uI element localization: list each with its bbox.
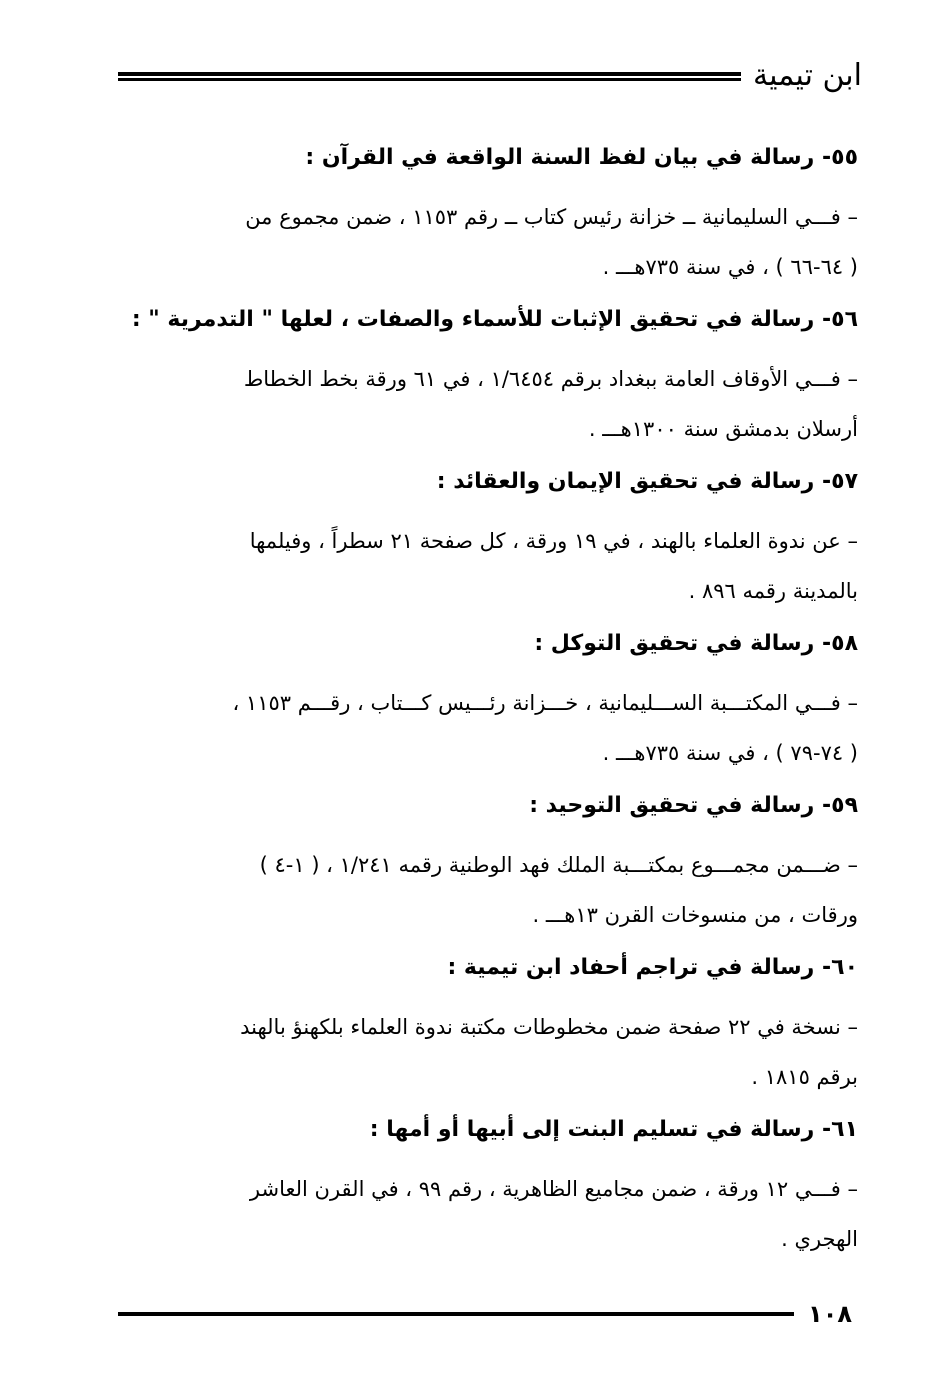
entry-description-line: – فـــي ١٢ ورقة ، ضمن مجاميع الظاهرية ، رقم ٩٩ ، في القرن العاشر: [249, 1177, 858, 1201]
entry-description: [118, 1002, 858, 1102]
header-rule: [118, 72, 741, 81]
entry-56: [118, 300, 858, 454]
entry-description-line: – عن ندوة العلماء بالهند ، في ١٩ ورقة ، كل صفحة ٢١ سطراً ، وفيلمها: [249, 529, 858, 553]
entry-description-line: ورقات ، من منسوخات القرن ١٣هـــ .: [532, 903, 858, 927]
entry-57: [118, 462, 858, 616]
entry-title: ٦١- رسالة في تسليم البنت إلى أبيها أو أمها :: [369, 1117, 858, 1142]
entry-61: [118, 1110, 858, 1264]
entry-description-line: – فـــي السليمانية ــ خزانة رئيس كتاب ــ رقم ١١٥٣ ، ضمن مجموع من: [245, 205, 858, 229]
entry-55: [118, 138, 858, 292]
entry-description-line: أرسلان بدمشق سنة ١٣٠٠هـــ .: [588, 417, 858, 441]
entry-description-line: الهجري .: [781, 1227, 858, 1251]
entry-title: ٥٧- رسالة في تحقيق الإيمان والعقائد :: [436, 469, 858, 494]
page-footer: [118, 1294, 852, 1334]
entry-description: [118, 840, 858, 940]
entry-title: ٥٥- رسالة في بيان لفظ السنة الواقعة في القرآن :: [305, 145, 858, 170]
entry-title: ٥٩- رسالة في تحقيق التوحيد :: [529, 793, 858, 818]
entry-58: [118, 624, 858, 778]
entry-description-line: – فـــي المكتـــبة الســـليمانية ، خـــزانة رئـــيس كـــتاب ، رقـــم ١١٥٣ ،: [232, 691, 858, 715]
entry-description: [118, 516, 858, 616]
entry-description-line: بالمدينة رقمه ٨٩٦ .: [688, 579, 858, 603]
page-content: [118, 138, 858, 1272]
entry-description-line: ( ٧٤-٧٩ ) ، في سنة ٧٣٥هـــ .: [602, 741, 858, 765]
footer-rule: [118, 1312, 794, 1316]
entry-description: [118, 192, 858, 292]
entry-59: [118, 786, 858, 940]
entry-description: [118, 354, 858, 454]
page-number: ١٠٨: [808, 1300, 852, 1328]
entry-description: [118, 1164, 858, 1264]
entry-description: [118, 678, 858, 778]
entry-description-line: ( ٦٤-٦٦ ) ، في سنة ٧٣٥هـــ .: [602, 255, 858, 279]
entry-60: [118, 948, 858, 1102]
entry-title: ٥٦- رسالة في تحقيق الإثبات للأسماء والصفات ، لعلها " التدمرية " :: [131, 307, 858, 332]
entry-description-line: – فـــي الأوقاف العامة ببغداد برقم ١/٦٤٥٤ ، في ٦١ ورقة بخط الخطاط: [243, 367, 858, 391]
entry-description-line: برقم ١٨١٥ .: [751, 1065, 858, 1089]
page-header: [118, 52, 862, 100]
entry-title: ٦٠- رسالة في تراجم أحفاد ابن تيمية :: [447, 955, 858, 980]
running-title: ابن تيمية: [753, 58, 862, 93]
entry-description-line: – نسخة في ٢٢ صفحة ضمن مخطوطات مكتبة ندوة العلماء بلكهنؤ بالهند: [240, 1015, 858, 1039]
entry-description-line: – ضـــمن مجمـــوع بمكتـــبة الملك فهد الوطنية رقمه ١/٢٤١ ، ( ١-٤ ): [259, 853, 858, 877]
entry-title: ٥٨- رسالة في تحقيق التوكل :: [534, 631, 858, 656]
